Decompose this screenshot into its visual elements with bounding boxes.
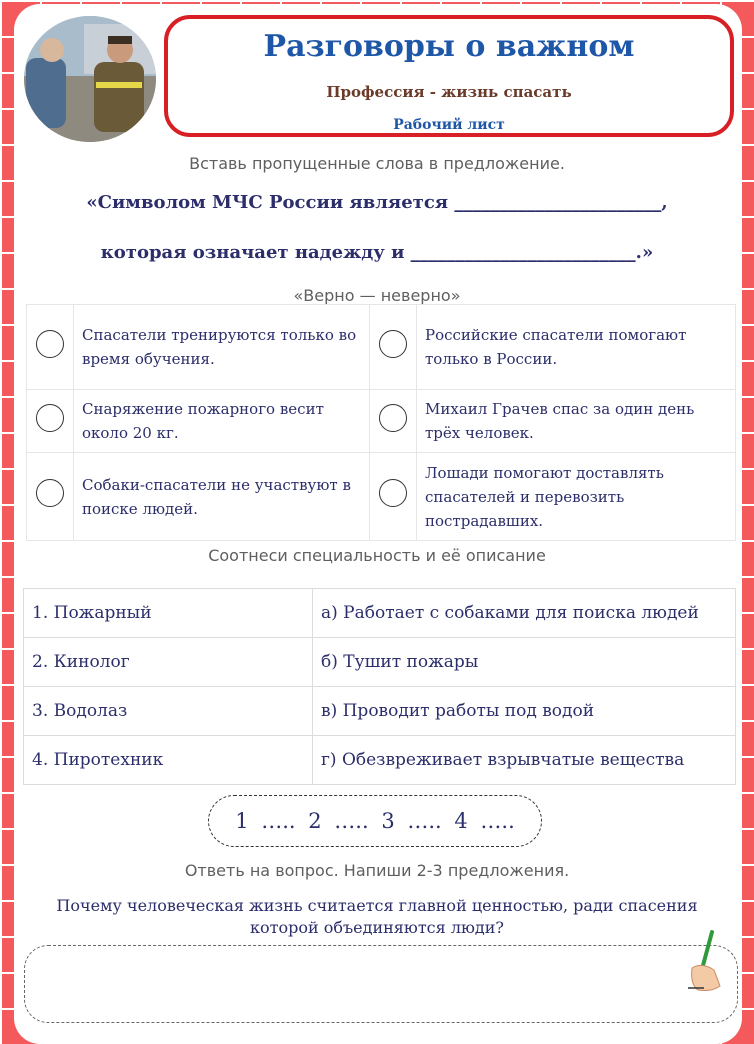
- matching-table: [23, 588, 736, 785]
- description-a: а) Работает с собаками для поиска людей: [313, 589, 736, 638]
- rescuer-photo: [24, 16, 156, 142]
- fill-blanks-instruction: Вставь пропущенные слова в предложение.: [189, 154, 565, 173]
- statement-5: Собаки-спасатели не участвуют в поиске людей.: [74, 453, 370, 541]
- description-d: г) Обезвреживает взрывчатые вещества: [313, 736, 736, 785]
- page-title: Разговоры о важном: [263, 29, 635, 64]
- answer-circle-5[interactable]: [36, 479, 64, 507]
- title-box: [164, 15, 734, 137]
- answer-circle-1[interactable]: [36, 330, 64, 358]
- matching-answer-field[interactable]: 1 ….. 2 ….. 3 ….. 4 …..: [208, 795, 542, 847]
- statement-3: Снаряжение пожарного весит около 20 кг.: [74, 390, 370, 453]
- writing-hand-icon: [684, 928, 728, 994]
- fill-blank-sentence-1[interactable]: «Символом МЧС России является _______________________,: [86, 192, 668, 213]
- true-false-title: «Верно — неверно»: [293, 286, 461, 305]
- profession-1: 1. Пожарный: [24, 589, 313, 638]
- page-subtitle: Профессия - жизнь спасать: [326, 83, 572, 101]
- matching-row: [24, 638, 736, 687]
- matching-instruction: Соотнеси специальность и её описание: [208, 546, 546, 565]
- true-false-table: [26, 304, 736, 541]
- description-b: б) Тушит пожары: [313, 638, 736, 687]
- profession-4: 4. Пиротехник: [24, 736, 313, 785]
- profession-2: 2. Кинолог: [24, 638, 313, 687]
- answer-circle-4[interactable]: [379, 404, 407, 432]
- answer-circle-2[interactable]: [379, 330, 407, 358]
- statement-2: Российские спасатели помогают только в России.: [417, 305, 736, 390]
- answer-circle-3[interactable]: [36, 404, 64, 432]
- essay-question: Почему человеческая жизнь считается главной ценностью, ради спасения которой объединяются люди?: [56, 896, 698, 937]
- essay-instruction: Ответь на вопрос. Напиши 2-3 предложения.: [184, 861, 570, 880]
- matching-row: [24, 736, 736, 785]
- matching-row: [24, 687, 736, 736]
- matching-row: [24, 589, 736, 638]
- statement-6: Лошади помогают доставлять спасателей и перевозить пострадавших.: [417, 453, 736, 541]
- statement-1: Спасатели тренируются только во время обучения.: [74, 305, 370, 390]
- profession-3: 3. Водолаз: [24, 687, 313, 736]
- fill-blank-sentence-2[interactable]: которая означает надежду и _________________________.»: [100, 242, 654, 263]
- description-c: в) Проводит работы под водой: [313, 687, 736, 736]
- essay-answer-box[interactable]: [24, 945, 738, 1023]
- sheet-label: Рабочий лист: [393, 117, 505, 133]
- statement-4: Михаил Грачев спас за один день трёх человек.: [417, 390, 736, 453]
- answer-circle-6[interactable]: [379, 479, 407, 507]
